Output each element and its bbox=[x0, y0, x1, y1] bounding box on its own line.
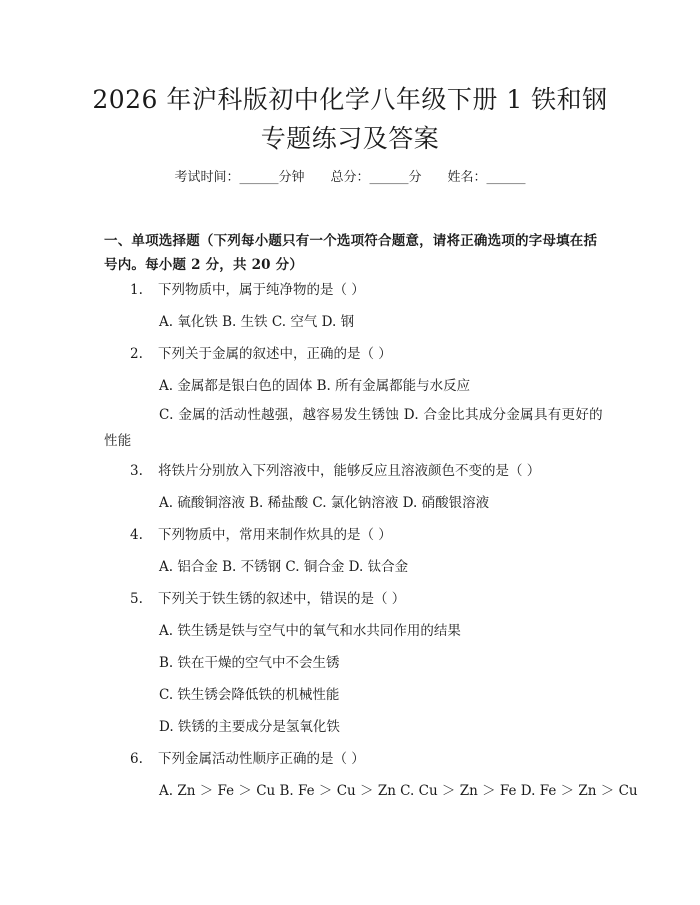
question-options: A. Zn ＞ Fe ＞ Cu B. Fe ＞ Cu ＞ Zn C. Cu ＞ Zn ＞ Fe D. Fe ＞ Zn ＞ Cu bbox=[159, 783, 638, 799]
question-option: C. 铁生锈会降低铁的机械性能 bbox=[159, 687, 340, 703]
question-number: 1. bbox=[130, 282, 143, 298]
question-option: A. 铁生锈是铁与空气中的氧气和水共同作用的结果 bbox=[159, 623, 461, 639]
question-text: 下列金属活动性顺序正确的是（ ） bbox=[158, 751, 365, 767]
question-stem bbox=[130, 461, 540, 481]
document-title-line2: 专题练习及答案 bbox=[260, 124, 440, 153]
question-options: A. 金属都是银白色的固体 B. 所有金属都能与水反应 bbox=[159, 378, 471, 394]
question-number: 2. bbox=[130, 346, 143, 362]
question-text: 下列关于金属的叙述中，正确的是（ ） bbox=[158, 346, 392, 362]
question-text: 下列关于铁生锈的叙述中，错误的是（ ） bbox=[158, 591, 406, 607]
question-options: A. 硫酸铜溶液 B. 稀盐酸 C. 氯化钠溶液 D. 硝酸银溶液 bbox=[159, 495, 490, 511]
question-option: D. 铁锈的主要成分是氢氧化铁 bbox=[159, 719, 340, 735]
question-text: 将铁片分别放入下列溶液中，能够反应且溶液颜色不变的是（ ） bbox=[158, 463, 541, 479]
question-stem bbox=[130, 344, 392, 364]
question-text: 下列物质中，常用来制作炊具的是（ ） bbox=[158, 527, 392, 543]
question-number: 4. bbox=[130, 527, 143, 543]
question-stem bbox=[130, 525, 392, 545]
question-stem bbox=[130, 280, 365, 300]
question-stem bbox=[130, 589, 405, 609]
document-title-line1: 2026 年沪科版初中化学八年级下册 1 铁和钢 bbox=[92, 85, 608, 114]
question-options: A. 氧化铁 B. 生铁 C. 空气 D. 钢 bbox=[159, 314, 355, 330]
question-number: 5. bbox=[130, 591, 143, 607]
question-option: B. 铁在干燥的空气中不会生锈 bbox=[159, 655, 340, 671]
question-number: 6. bbox=[130, 751, 143, 767]
question-options: A. 铝合金 B. 不锈钢 C. 铜合金 D. 钛合金 bbox=[159, 559, 409, 575]
exam-time: 考试时间：______分钟 bbox=[174, 170, 305, 185]
exam-meta bbox=[0, 168, 700, 188]
exam-score: 总分：______分 bbox=[330, 170, 422, 185]
question-options: C. 金属的活动性越强，越容易发生锈蚀 D. 合金比其成分金属具有更好的性能 bbox=[104, 407, 603, 449]
section-title: 一、单项选择题（下列每小题只有一个选项符合题意，请将正确选项的字母填在括号内。每小题 2 分，共 20 分） bbox=[104, 233, 598, 273]
question-number: 3. bbox=[130, 463, 143, 479]
question-stem bbox=[130, 749, 365, 769]
question-text: 下列物质中，属于纯净物的是（ ） bbox=[158, 282, 365, 298]
student-name: 姓名：______ bbox=[447, 170, 526, 185]
